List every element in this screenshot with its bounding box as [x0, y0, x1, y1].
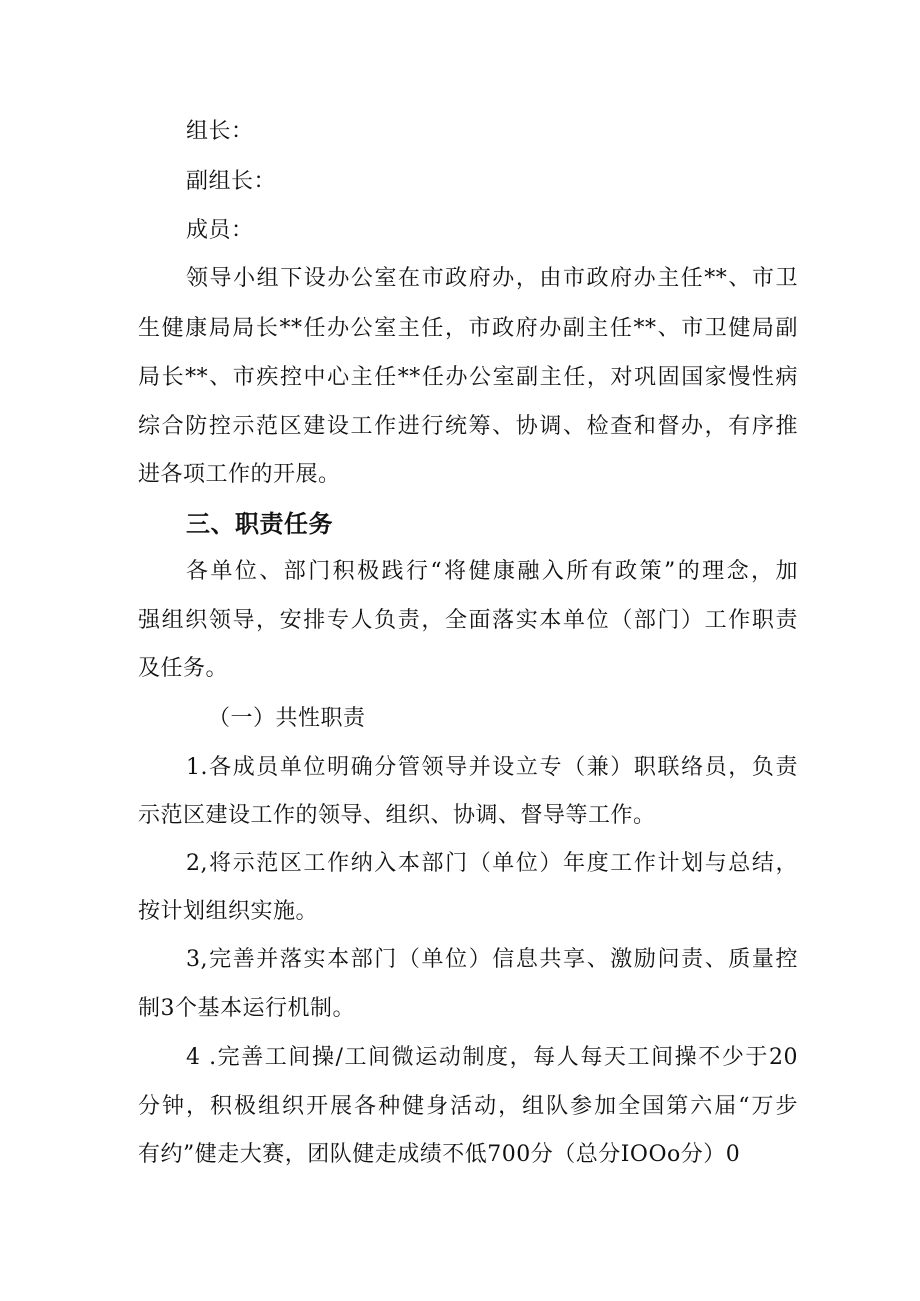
- paragraph-line: 分钟，积极组织开展各种健身活动，组队参加全国第六届“万步: [138, 1094, 798, 1119]
- paragraph-line: 示范区建设工作的领导、组织、协调、督导等工作。: [138, 803, 656, 828]
- paragraph-line: 有约”健走大赛，团队健走成绩不低700分（总分IOOo分）0: [138, 1142, 741, 1167]
- paragraph-line: 4 .完善工间操/工间微运动制度，每人每天工间操不少于20: [186, 1045, 798, 1070]
- deputy-leader-label: 副组长：: [186, 169, 277, 194]
- paragraph-line: 局长**、市疾控中心主任**任办公室副主任，对巩固国家慢性病: [138, 365, 798, 390]
- paragraph-line: 进各项工作的开展。: [138, 462, 341, 487]
- paragraph-line: 1.各成员单位明确分管领导并设立专（兼）职联络员，负责: [186, 755, 798, 780]
- section-heading: 三、职责任务: [186, 510, 333, 538]
- paragraph-line: 按计划组织实施。: [138, 899, 319, 924]
- paragraph-line: 2,将示范区工作纳入本部门（单位）年度工作计划与总结，: [186, 851, 798, 876]
- paragraph-line: 及任务。: [138, 656, 229, 681]
- paragraph-line: 强组织领导，安排专人负责，全面落实本单位（部门）工作职责: [138, 608, 798, 633]
- paragraph-line: 各单位、部门积极践行“将健康融入所有政策”的理念，加: [186, 559, 798, 584]
- leader-label: 组长：: [186, 119, 254, 144]
- paragraph-line: 综合防控示范区建设工作进行统筹、协调、检查和督办，有序推: [138, 414, 798, 439]
- members-label: 成员：: [186, 218, 254, 243]
- paragraph-line: 3,完善并落实本部门（单位）信息共享、激励问责、质量控: [186, 947, 798, 972]
- paragraph-line: 生健康局局长**任办公室主任，市政府办副主任**、市卫健局副: [138, 316, 798, 341]
- subsection-heading: （一）共性职责: [208, 706, 366, 731]
- paragraph-line: 领导小组下设办公室在市政府办，由市政府办主任**、市卫: [186, 266, 798, 291]
- paragraph-line: 制3个基本运行机制。: [138, 996, 355, 1021]
